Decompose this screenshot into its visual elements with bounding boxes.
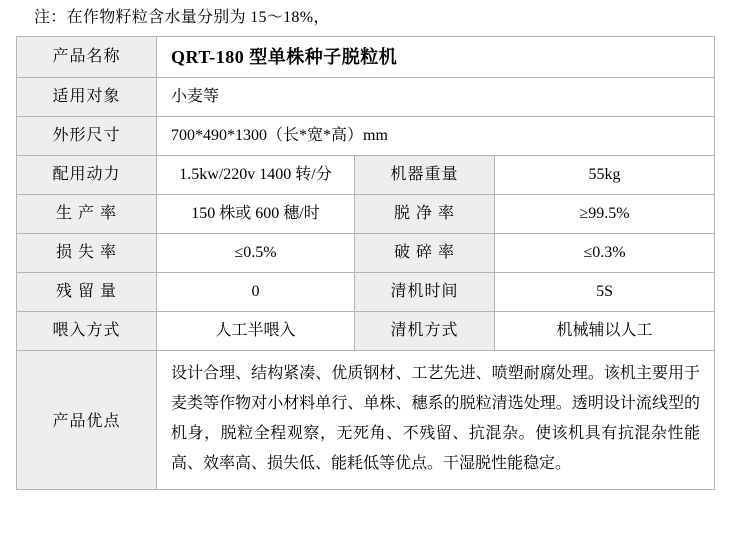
- row-label-applicable-object: 适用对象: [17, 78, 157, 117]
- row-value-feeding-method: 人工半喂入: [157, 312, 355, 351]
- row-label-machine-weight: 机器重量: [355, 156, 495, 195]
- row-value-product-name: QRT-180 型单株种子脱粒机: [157, 37, 715, 78]
- row-label-power: 配用动力: [17, 156, 157, 195]
- row-value-cleaning-method: 机械辅以人工: [495, 312, 715, 351]
- row-value-applicable-object: 小麦等: [157, 78, 715, 117]
- row-value-residue: 0: [157, 273, 355, 312]
- row-value-productivity: 150 株或 600 穗/时: [157, 195, 355, 234]
- row-value-power: 1.5kw/220v 1400 转/分: [157, 156, 355, 195]
- table-row: [17, 156, 715, 195]
- specification-table: [16, 36, 715, 490]
- row-label-advantages: 产品优点: [17, 351, 157, 490]
- row-label-productivity: 生 产 率: [17, 195, 157, 234]
- row-value-machine-weight: 55kg: [495, 156, 715, 195]
- table-row: [17, 312, 715, 351]
- row-label-threshing-rate: 脱 净 率: [355, 195, 495, 234]
- row-value-dimensions: 700*490*1300（长*宽*高）mm: [157, 117, 715, 156]
- table-row: [17, 117, 715, 156]
- row-label-loss-rate: 损 失 率: [17, 234, 157, 273]
- row-label-product-name: 产品名称: [17, 37, 157, 78]
- table-row: [17, 78, 715, 117]
- row-value-threshing-rate: ≥99.5%: [495, 195, 715, 234]
- row-label-breakage-rate: 破 碎 率: [355, 234, 495, 273]
- table-row: [17, 37, 715, 78]
- row-value-advantages: 设计合理、结构紧凑、优质钢材、工艺先进、喷塑耐腐处理。该机主要用于麦类等作物对小材料单行、单株、穗系的脱粒清选处理。透明设计流线型的机身，脱粒全程观察，无死角、不残留、抗混杂。使该机具有抗混杂性能高、效率高、损失低、能耗低等优点。干湿脱性能稳定。: [157, 351, 715, 490]
- row-value-loss-rate: ≤0.5%: [157, 234, 355, 273]
- row-label-residue: 残 留 量: [17, 273, 157, 312]
- row-label-cleaning-time: 清机时间: [355, 273, 495, 312]
- row-value-cleaning-time: 5S: [495, 273, 715, 312]
- row-value-breakage-rate: ≤0.3%: [495, 234, 715, 273]
- row-label-cleaning-method: 清机方式: [355, 312, 495, 351]
- table-row: [17, 234, 715, 273]
- row-label-feeding-method: 喂入方式: [17, 312, 157, 351]
- table-row-advantages: [17, 351, 715, 490]
- table-row: [17, 195, 715, 234]
- row-label-dimensions: 外形尺寸: [17, 117, 157, 156]
- note-text: 注：在作物籽粒含水量分别为 15～18%，: [34, 9, 330, 26]
- table-row: [17, 273, 715, 312]
